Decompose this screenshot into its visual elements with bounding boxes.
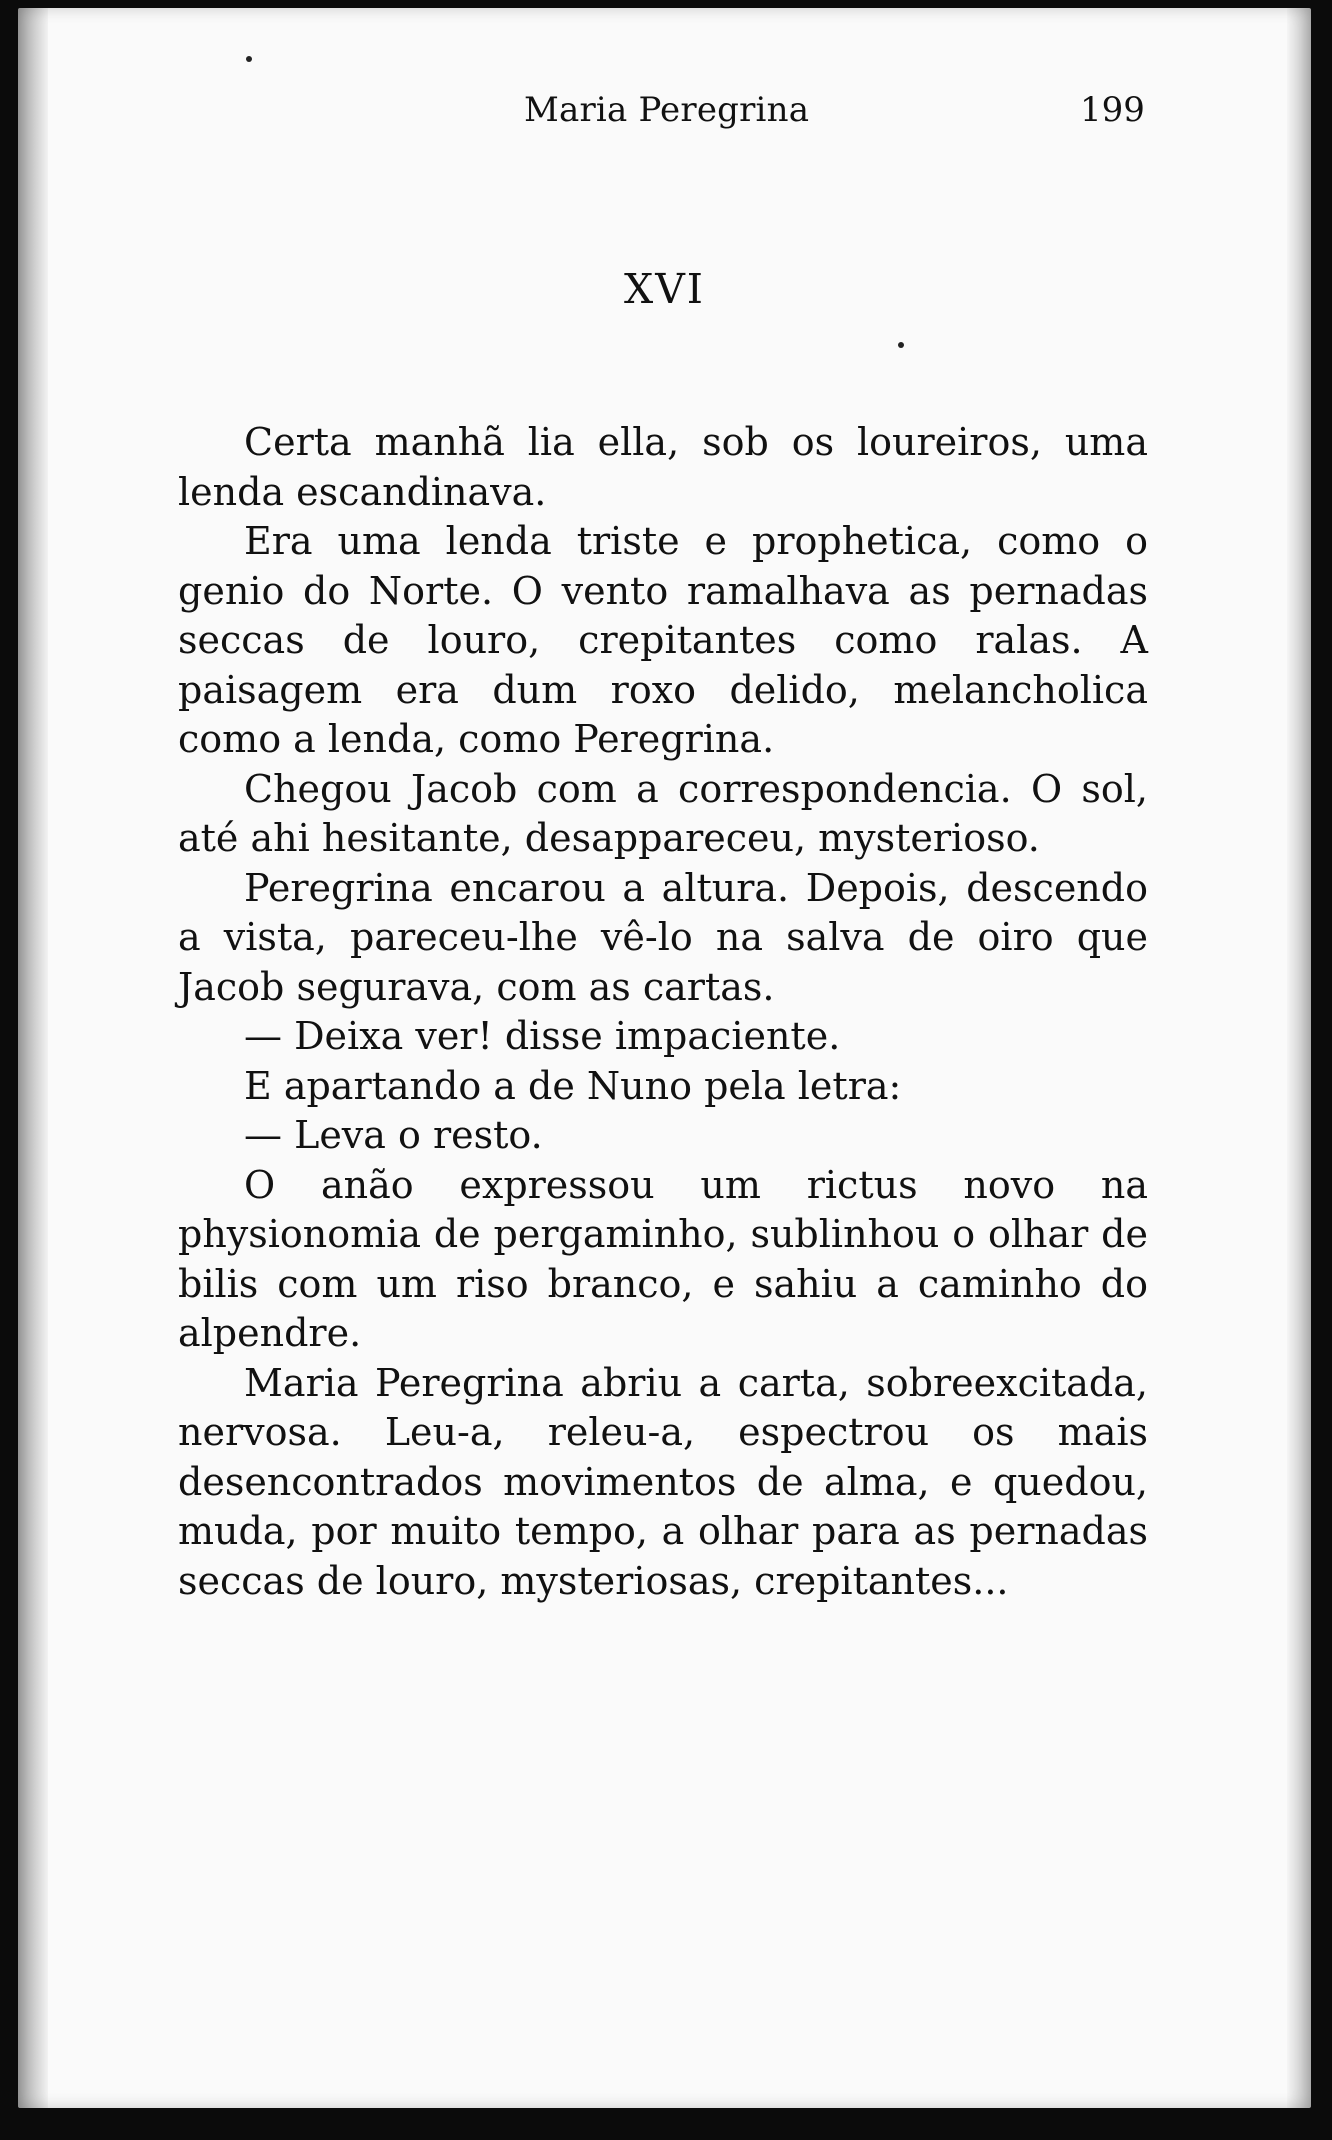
running-title: Maria Peregrina bbox=[524, 90, 810, 130]
paragraph: O anão expressou um rictus novo na physionomia de pergaminho, sublinhou o olhar de bilis com um riso branco, e sahiu a caminho do alpendre. bbox=[178, 1162, 1148, 1355]
chapter-heading: XVI bbox=[624, 265, 705, 313]
book-page bbox=[18, 8, 1311, 2108]
page-header bbox=[18, 90, 1311, 150]
dialogue-line: — Leva o resto. bbox=[244, 1113, 543, 1157]
print-speck bbox=[246, 56, 252, 62]
paragraph: Maria Peregrina abriu a carta, sobreexcitada, nervosa. Leu-a, releu-a, espectrou os mais desencontrados movimentos de alma, e quedou, muda, por muito tempo, a olhar para as pernadas seccas de louro, mysteriosas, crepitantes... bbox=[178, 1360, 1148, 1603]
paragraph: Certa manhã lia ella, sob os loureiros, uma lenda escandinava. bbox=[178, 420, 1148, 514]
paragraph: Peregrina encarou a altura. Depois, descendo a vista, pareceu-lhe vê-lo na salva de oiro que Jacob segurava, com as cartas. bbox=[178, 865, 1148, 1009]
print-speck bbox=[898, 342, 904, 348]
paragraph: Era uma lenda triste e prophetica, como o genio do Norte. O vento ramalhava as pernadas seccas de louro, crepitantes como ralas. A paisagem era dum roxo delido, melancholica como a lenda, como Peregrina. bbox=[178, 519, 1148, 761]
body-text bbox=[178, 418, 1148, 1606]
page-edge-shadow bbox=[1287, 8, 1311, 2108]
dialogue-line: — Deixa ver! disse impaciente. bbox=[244, 1014, 841, 1058]
page-number: 199 bbox=[1080, 90, 1145, 130]
paragraph: E apartando a de Nuno pela letra: bbox=[244, 1063, 902, 1108]
page-gutter-shadow bbox=[18, 8, 48, 2108]
paragraph: Chegou Jacob com a correspondencia. O sol, até ahi hesitante, desappareceu, mysterioso. bbox=[178, 766, 1148, 860]
